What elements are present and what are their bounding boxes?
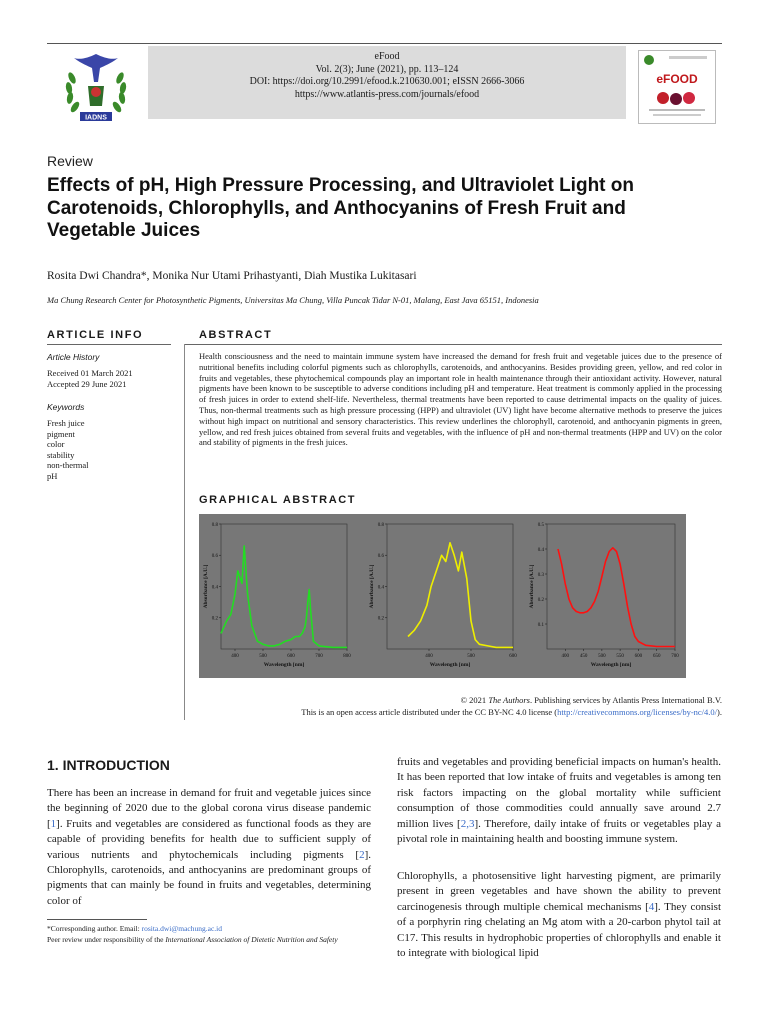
- y-tick-label: 0.6: [211, 554, 218, 560]
- x-tick-label: 650: [652, 654, 661, 659]
- article-info-rule: [47, 344, 171, 345]
- y-axis-label: Absorbance [A.U.]: [369, 564, 375, 609]
- spectrum-line: [221, 546, 347, 648]
- journal-info-box: [148, 46, 626, 119]
- cover-title: eFOOD: [656, 72, 698, 86]
- y-tick-label: 0.2: [537, 597, 544, 603]
- accepted-date: Accepted 29 June 2021: [47, 379, 127, 389]
- graphical-abstract-figure: [199, 514, 686, 678]
- keyword: pH: [47, 470, 58, 481]
- y-tick-label: 0.4: [377, 585, 384, 591]
- author-list: Rosita Dwi Chandra*, Monika Nur Utami Prihastyanti, Diah Mustika Lukitasari: [47, 270, 417, 282]
- x-tick-label: 600: [634, 654, 643, 659]
- y-tick-label: 0.6: [377, 554, 384, 560]
- article-info-heading: ARTICLE INFO: [47, 329, 144, 341]
- spectrum-line: [408, 543, 513, 648]
- journal-cover-thumbnail: [638, 50, 716, 124]
- x-tick-label: 500: [467, 654, 475, 659]
- x-tick-label: 400: [231, 654, 239, 659]
- y-tick-label: 0.8: [377, 522, 384, 528]
- volume-line: Vol. 2(3); June (2021), pp. 113–124: [315, 63, 459, 75]
- keyword-list: [47, 418, 89, 481]
- x-axis-label: Wavelength [nm]: [429, 662, 471, 668]
- iadns-logo: [58, 48, 134, 126]
- introduction-heading: 1. INTRODUCTION: [47, 757, 170, 773]
- text-run: Chlorophylls, a photosensitive light harvesting pigment, are primarily present in green vegetables and have shown the ability to prevent carcinogenesis through multiple chemical mechanisms [: [397, 870, 721, 913]
- footnote: [47, 924, 367, 945]
- copyright-holder: The Authors: [488, 695, 530, 705]
- keyword: pigment: [47, 428, 75, 439]
- journal-url[interactable]: https://www.atlantis-press.com/journals/efood: [294, 88, 480, 100]
- keywords-label: Keywords: [47, 402, 85, 412]
- x-tick-label: 700: [671, 654, 679, 659]
- history-label: Article History: [47, 352, 100, 362]
- x-tick-label: 600: [287, 654, 295, 659]
- y-tick-label: 0.2: [211, 616, 218, 622]
- y-axis-label: Absorbance [A.U.]: [203, 564, 209, 609]
- keyword: non-thermal: [47, 460, 89, 470]
- x-tick-label: 550: [616, 654, 624, 659]
- header-rule: [47, 43, 722, 44]
- text-run: ]. They consist of a porphyrin ring chelating an Mg atom with a 20-carbon phytol tail at C17. This results in hydrophobic properties of chlorophylls and enable it to integrate with biological lipid: [397, 900, 721, 960]
- received-date: Received 01 March 2021: [47, 368, 133, 378]
- spectra-charts: [199, 514, 686, 678]
- column-divider: [184, 344, 185, 720]
- article-title: Effects of pH, High Pressure Processing, and Ultraviolet Light on Carotenoids, Chlorophylls, and Anthocyanins of Fresh Fruit and Vegetable Juices: [47, 175, 634, 241]
- text-run: ]. Chlorophylls, carotenoids, and anthocyanins are predominant groups of pigments that can mainly be found in fruits and vegetables, determining color of: [47, 848, 371, 907]
- corresponding-email[interactable]: rosita.dwi@machung.ac.id: [141, 924, 223, 933]
- footnote-rule: [47, 919, 147, 920]
- license-close: ).: [717, 706, 722, 717]
- abstract-text: Health consciousness and the need to maintain immune system have increased the demand for fresh fruit and vegetable juices due to the presence of nutritional benefits including colorful pigments such as chlorophylls, carotenoids, and anthocyanins. Besides providing green, yellow, and red color in fruits and vegetables, these phytochemical compounds play an important role in health maintenance through their antioxidant activity. However, natural pigments have been known to be susceptible to adverse conditions including pH and temperature. Heat treatment is commonly applied in the processing of fresh juices in order to extend shelf-life. Nevertheless, thermal treatments have been reported to cause detrimental impacts on the quality of juices. Thus, non-thermal treatments such as high pressure processing (HPP) and ultraviolet (UV) light have become alternative methods to preserve the juices without high impact on nutritional and sensory characteristics. This review underlines the chlorophyll, carotenoid, and anthocyanin pigments in green, yellow, and red fresh juices obtained from several fruits and vegetables, with the influence of pH and non-thermal treatments (HPP and UV) on the color and stability of pigments in the fresh juices.: [199, 351, 722, 448]
- intro-paragraph-1: [47, 786, 371, 909]
- y-axis-label: Absorbance [A.U.]: [529, 564, 535, 609]
- citation-link[interactable]: 1: [50, 817, 57, 830]
- citation-link[interactable]: 2,3: [460, 817, 475, 830]
- text-run: fruits and vegetables and providing beneficial impacts on human's health. It has been reported that low intake of fruits and vegetables is among ten risk factors impacting on the global mortality while sufficient consumption of those commodities could annually save around 2.7 million lives [: [397, 756, 721, 830]
- citation-link[interactable]: 2: [359, 848, 365, 861]
- license-link[interactable]: http://creativecommons.org/licenses/by-nc/4.0/: [557, 706, 718, 717]
- x-tick-label: 400: [425, 654, 433, 659]
- copyright-notice: [199, 695, 722, 718]
- keyword: Fresh juice: [47, 418, 85, 428]
- x-tick-label: 500: [259, 654, 267, 659]
- text-run: ]. Fruits and vegetables are considered as functional foods as they are capable of providing benefits for health due to sufficient supply of various nutrients and phytochemicals including pigments [: [47, 817, 371, 861]
- abstract-rule: [184, 344, 722, 345]
- intro-paragraph-2: [397, 869, 721, 961]
- peer-review-org: International Association of Dietetic Nutrition and Safety: [165, 934, 338, 944]
- intro-paragraph-1-continued: [397, 755, 721, 847]
- article-type: Review: [47, 153, 93, 169]
- text-run: ]. Therefore, daily intake of fruits or vegetables play a pivotal role in maintaining health and boosting immune system.: [397, 817, 721, 846]
- x-tick-label: 500: [598, 654, 606, 659]
- affiliation: Ma Chung Research Center for Photosynthetic Pigments, Universitas Ma Chung, Villa Puncak Tidar N-01, Malang, East Java 65151, Indonesia: [47, 295, 539, 305]
- corresponding-label: *Corresponding author. Email:: [47, 924, 142, 933]
- graphical-abstract-heading: GRAPHICAL ABSTRACT: [199, 494, 357, 506]
- x-tick-label: 450: [579, 654, 588, 659]
- x-tick-label: 600: [509, 654, 517, 659]
- x-axis-label: Wavelength [nm]: [590, 662, 632, 668]
- copyright-publisher: . Publishing services by Atlantis Press International B.V.: [529, 695, 722, 705]
- abstract-heading: ABSTRACT: [199, 329, 273, 341]
- keyword: color: [47, 439, 65, 449]
- peer-review-text: Peer review under responsibility of the: [47, 934, 166, 944]
- keyword: stability: [47, 449, 75, 460]
- x-tick-label: 400: [561, 654, 570, 659]
- y-tick-label: 0.1: [537, 622, 544, 628]
- x-axis-label: Wavelength [nm]: [263, 662, 305, 668]
- spectrum-line: [558, 548, 675, 647]
- y-tick-label: 0.4: [211, 585, 218, 591]
- y-tick-label: 0.8: [211, 522, 218, 528]
- journal-name: eFood: [374, 51, 400, 62]
- x-tick-label: 700: [315, 654, 323, 659]
- y-tick-label: 0.3: [537, 572, 544, 578]
- plot-frame: [221, 524, 347, 649]
- copyright-year: © 2021: [460, 695, 489, 705]
- iadns-logo-text: IADNS: [85, 114, 107, 122]
- doi-line[interactable]: DOI: https://doi.org/10.2991/efood.k.210630.001; eISSN 2666-3066: [249, 76, 525, 87]
- citation-link[interactable]: 4: [648, 900, 655, 913]
- text-run: There has been an increase in demand for fruit and vegetable juices since the beginning of 2020 due to the global corona virus disease pandemic [: [47, 787, 371, 830]
- y-tick-label: 0.4: [537, 547, 544, 553]
- license-text: This is an open access article distributed under the CC BY-NC 4.0 license (: [301, 706, 558, 717]
- y-tick-label: 0.2: [377, 616, 384, 622]
- y-tick-label: 0.5: [537, 522, 544, 528]
- x-tick-label: 800: [343, 654, 351, 659]
